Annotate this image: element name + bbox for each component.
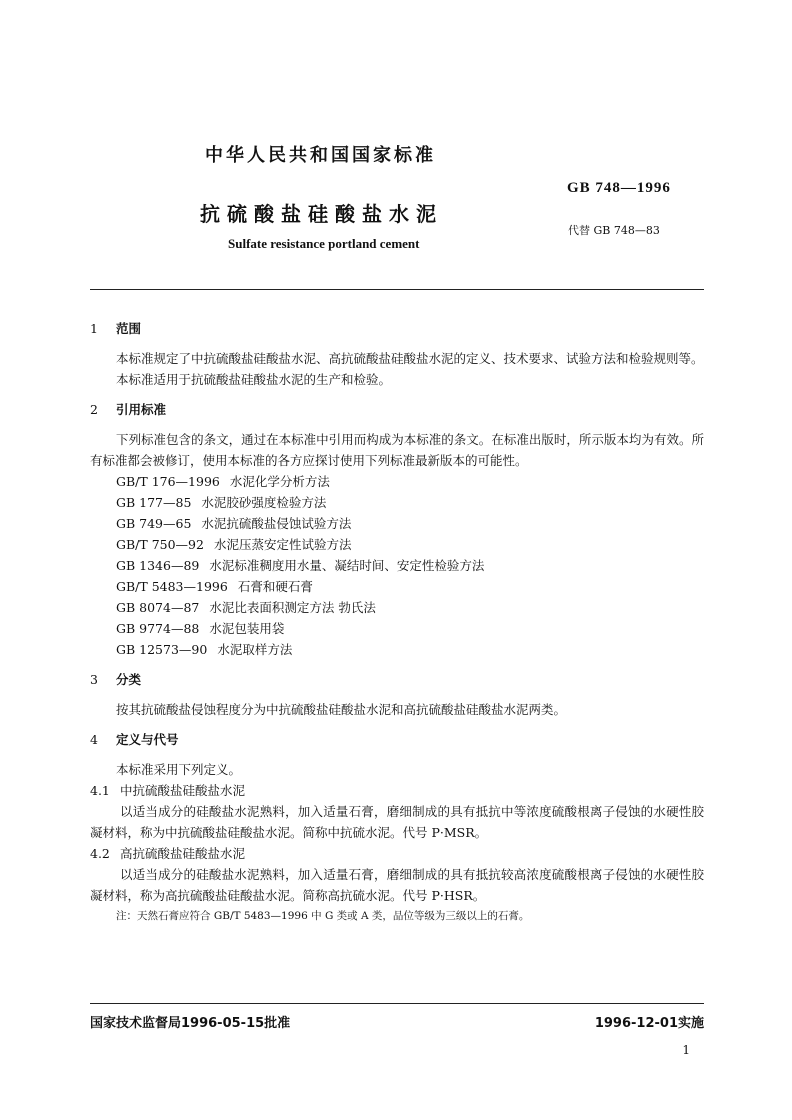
ref-code: GB 1346—89 bbox=[116, 558, 200, 573]
ref-title: 水泥胶砂强度检验方法 bbox=[201, 495, 327, 510]
list-item bbox=[90, 471, 704, 492]
list-item bbox=[90, 555, 704, 576]
document-body bbox=[90, 318, 704, 927]
effective-date: 1996-12-01实施 bbox=[594, 1016, 704, 1031]
section-1-paragraph-1: 本标准规定了中抗硫酸盐硅酸盐水泥、高抗硫酸盐硅酸盐水泥的定义、技术要求、试验方法和检验规则等。 bbox=[116, 351, 704, 366]
ref-code: GB 9774—88 bbox=[116, 621, 200, 636]
footnote: 注：天然石膏应符合 GB/T 5483—1996 中 G 类或 A 类，品位等级为三级以上的石膏。 bbox=[116, 910, 530, 922]
ref-title: 水泥取样方法 bbox=[217, 642, 293, 657]
ref-code: GB 8074—87 bbox=[116, 600, 200, 615]
ref-title: 石膏和硬石膏 bbox=[237, 579, 313, 594]
section-2-paragraph-1: 下列标准包含的条文，通过在本标准中引用而构成为本标准的条文。在标准出版时，所示版本均为有效。所有标准都会被修订，使用本标准的各方应探讨使用下列标准最新版本的可能性。 bbox=[90, 432, 704, 468]
standard-code: GB 748—1996 bbox=[567, 180, 671, 196]
list-item bbox=[90, 618, 704, 639]
ref-code: GB/T 176—1996 bbox=[116, 474, 220, 489]
replaces-note: 代替 GB 748—83 bbox=[568, 224, 660, 237]
section-2-heading bbox=[90, 399, 704, 420]
section-title: 范围 bbox=[116, 321, 142, 336]
section-3-paragraph-1: 按其抗硫酸盐侵蚀程度分为中抗硫酸盐硅酸盐水泥和高抗硫酸盐硅酸盐水泥两类。 bbox=[116, 702, 567, 717]
section-number: 1 bbox=[90, 321, 98, 336]
referenced-standards-list bbox=[90, 471, 704, 660]
ref-title: 水泥标准稠度用水量、凝结时间、安定性检验方法 bbox=[209, 558, 485, 573]
section-number: 4 bbox=[90, 732, 98, 747]
ref-code: GB 12573—90 bbox=[116, 642, 208, 657]
ref-title: 水泥比表面积测定方法 勃氏法 bbox=[209, 600, 376, 615]
subsection-number: 4.1 bbox=[90, 783, 110, 798]
subsection-4-1-text: 以适当成分的硅酸盐水泥熟料，加入适量石膏，磨细制成的具有抵抗中等浓度硫酸根离子侵蚀的水硬性胶凝材料，称为中抗硫酸盐硅酸盐水泥。简称中抗硫水泥。代号 P·MSR。 bbox=[90, 804, 704, 840]
ref-title: 水泥压蒸安定性试验方法 bbox=[213, 537, 352, 552]
subsection-title: 高抗硫酸盐硅酸盐水泥 bbox=[120, 846, 246, 861]
section-title: 分类 bbox=[116, 672, 142, 687]
ref-title: 水泥包装用袋 bbox=[209, 621, 285, 636]
list-item bbox=[90, 597, 704, 618]
ref-code: GB/T 750—92 bbox=[116, 537, 204, 552]
section-number: 3 bbox=[90, 672, 98, 687]
section-number: 2 bbox=[90, 402, 98, 417]
section-1-heading bbox=[90, 318, 704, 339]
section-title: 引用标准 bbox=[116, 402, 167, 417]
header-divider bbox=[90, 289, 704, 290]
ref-title: 水泥抗硫酸盐侵蚀试验方法 bbox=[201, 516, 352, 531]
document-title-en: Sulfate resistance portland cement bbox=[228, 236, 420, 251]
ref-title: 水泥化学分析方法 bbox=[229, 474, 330, 489]
section-1-paragraph-2: 本标准适用于抗硫酸盐硅酸盐水泥的生产和检验。 bbox=[116, 372, 392, 387]
list-item bbox=[90, 639, 704, 660]
national-standard-heading: 中华人民共和国国家标准 bbox=[205, 145, 436, 166]
ref-code: GB/T 5483—1996 bbox=[116, 579, 228, 594]
subsection-number: 4.2 bbox=[90, 846, 110, 861]
document-title-cn: 抗硫酸盐硅酸盐水泥 bbox=[200, 202, 443, 226]
footer-divider bbox=[90, 1003, 704, 1004]
ref-code: GB 177—85 bbox=[116, 495, 192, 510]
list-item bbox=[90, 492, 704, 513]
subsection-4-1-heading bbox=[90, 780, 704, 801]
page-number: 1 bbox=[682, 1043, 690, 1057]
issue-date: 国家技术监督局1996-05-15批准 bbox=[90, 1016, 291, 1031]
subsection-4-2-text: 以适当成分的硅酸盐水泥熟料，加入适量石膏，磨细制成的具有抵抗较高浓度硫酸根离子侵蚀的水硬性胶凝材料，称为高抗硫酸盐硅酸盐水泥。简称高抗硫水泥。代号 P·HSR。 bbox=[90, 867, 704, 903]
subsection-4-2-heading bbox=[90, 843, 704, 864]
ref-code: GB 749—65 bbox=[116, 516, 192, 531]
list-item bbox=[90, 534, 704, 555]
section-3-heading bbox=[90, 669, 704, 690]
section-4-heading bbox=[90, 729, 704, 750]
section-title: 定义与代号 bbox=[116, 732, 179, 747]
list-item bbox=[90, 576, 704, 597]
subsection-title: 中抗硫酸盐硅酸盐水泥 bbox=[120, 783, 246, 798]
section-4-paragraph-1: 本标准采用下列定义。 bbox=[116, 762, 242, 777]
list-item bbox=[90, 513, 704, 534]
